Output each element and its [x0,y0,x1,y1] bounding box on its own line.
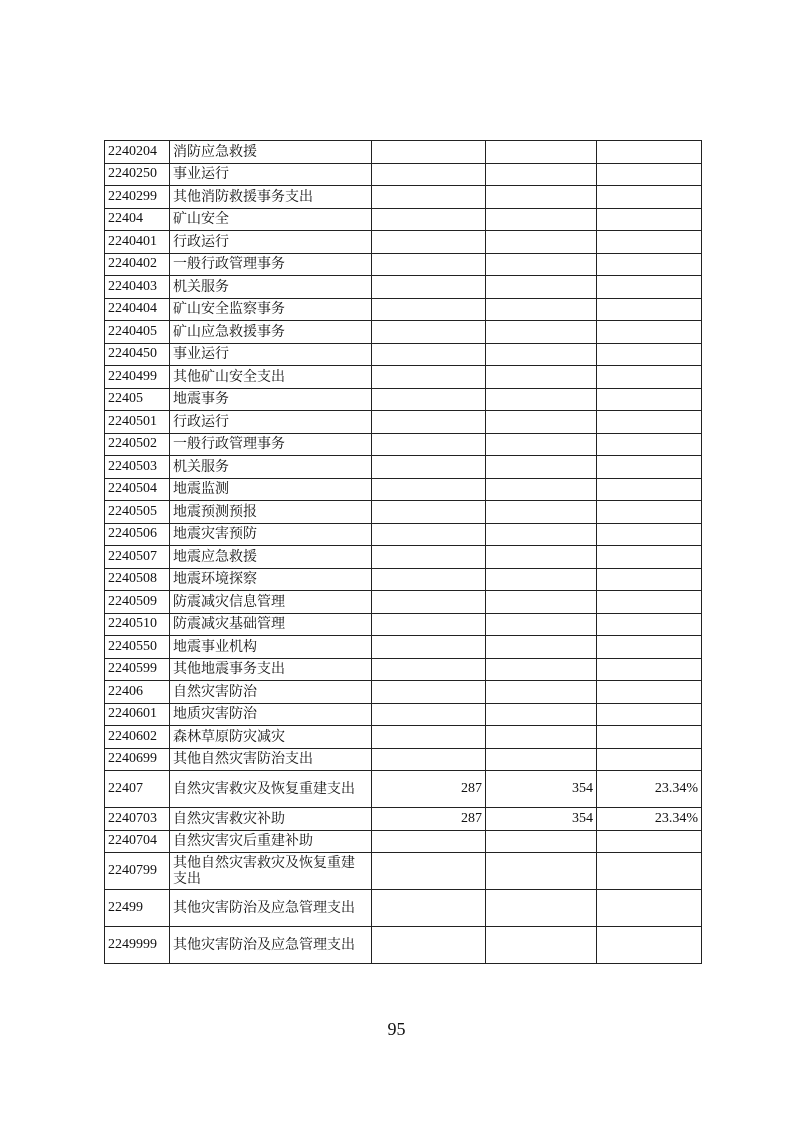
value-2-cell [486,366,597,389]
table-row [105,591,702,614]
account-code-cell: 2240703 [105,808,170,831]
account-name-cell: 地震应急救援 [170,546,372,569]
account-name-cell: 防震减灾信息管理 [170,591,372,614]
value-3-cell [597,231,702,254]
account-code-cell: 2240507 [105,546,170,569]
value-1-cell [372,927,486,964]
value-3-cell [597,411,702,434]
value-1-cell [372,186,486,209]
value-1-cell [372,890,486,927]
table-row [105,890,702,927]
value-2-cell [486,231,597,254]
value-3-cell [597,748,702,771]
value-1-cell [372,163,486,186]
value-1-cell [372,343,486,366]
value-3-cell: 23.34% [597,808,702,831]
table-row [105,456,702,479]
account-code-cell: 2240250 [105,163,170,186]
account-code-cell: 2240799 [105,853,170,890]
value-2-cell [486,141,597,164]
value-1-cell [372,321,486,344]
value-2-cell [486,927,597,964]
account-name-cell: 地震事业机构 [170,636,372,659]
account-name-cell: 森林草原防灾减灾 [170,726,372,749]
account-name-cell: 地质灾害防治 [170,703,372,726]
value-3-cell [597,186,702,209]
value-1-cell [372,456,486,479]
value-1-cell [372,591,486,614]
value-1-cell [372,253,486,276]
value-2-cell [486,321,597,344]
account-code-cell: 2240299 [105,186,170,209]
account-code-cell: 2240601 [105,703,170,726]
value-1-cell [372,546,486,569]
account-code-cell: 2240402 [105,253,170,276]
account-code-cell: 2240504 [105,478,170,501]
table-row [105,298,702,321]
value-3-cell [597,681,702,704]
account-name-cell: 一般行政管理事务 [170,433,372,456]
account-name-cell: 矿山应急救援事务 [170,321,372,344]
value-1-cell [372,568,486,591]
value-1-cell [372,433,486,456]
table-row [105,748,702,771]
value-2-cell [486,546,597,569]
value-1-cell [372,208,486,231]
table-row [105,343,702,366]
account-code-cell: 2240401 [105,231,170,254]
table-row [105,231,702,254]
value-3-cell [597,726,702,749]
value-1-cell [372,658,486,681]
value-1-cell [372,853,486,890]
value-2-cell [486,613,597,636]
value-2-cell [486,456,597,479]
value-1-cell [372,388,486,411]
value-2-cell [486,681,597,704]
account-name-cell: 自然灾害防治 [170,681,372,704]
table-row [105,253,702,276]
value-2-cell [486,253,597,276]
value-3-cell [597,523,702,546]
account-code-cell: 2240602 [105,726,170,749]
account-name-cell: 机关服务 [170,276,372,299]
account-code-cell: 2240503 [105,456,170,479]
account-code-cell: 2240509 [105,591,170,614]
value-1-cell [372,141,486,164]
value-3-cell [597,830,702,853]
table-row [105,276,702,299]
value-2-cell [486,726,597,749]
value-1-cell [372,366,486,389]
value-3-cell [597,636,702,659]
value-1-cell [372,726,486,749]
table-row [105,613,702,636]
value-3-cell [597,546,702,569]
account-name-cell: 地震预测预报 [170,501,372,524]
value-1-cell [372,276,486,299]
account-name-cell: 防震减灾基础管理 [170,613,372,636]
value-3-cell: 23.34% [597,771,702,808]
table-row [105,681,702,704]
account-name-cell: 其他自然灾害救灾及恢复重建支出 [170,853,372,890]
account-code-cell: 22499 [105,890,170,927]
value-3-cell [597,658,702,681]
value-1-cell [372,231,486,254]
value-2-cell [486,853,597,890]
account-code-cell: 22406 [105,681,170,704]
account-code-cell: 2249999 [105,927,170,964]
value-3-cell [597,388,702,411]
account-name-cell: 自然灾害灾后重建补助 [170,830,372,853]
account-name-cell: 地震监测 [170,478,372,501]
account-name-cell: 消防应急救援 [170,141,372,164]
account-name-cell: 其他灾害防治及应急管理支出 [170,927,372,964]
table-row [105,636,702,659]
table-row [105,830,702,853]
table-row [105,501,702,524]
table-row [105,523,702,546]
account-name-cell: 自然灾害救灾补助 [170,808,372,831]
value-3-cell [597,366,702,389]
value-3-cell [597,276,702,299]
value-3-cell [597,927,702,964]
value-3-cell [597,890,702,927]
budget-table-body [105,141,702,964]
value-1-cell [372,636,486,659]
account-code-cell: 22407 [105,771,170,808]
budget-table [104,140,702,964]
account-name-cell: 地震环境探察 [170,568,372,591]
value-1-cell [372,613,486,636]
value-3-cell [597,208,702,231]
value-2-cell [486,411,597,434]
table-row [105,388,702,411]
table-row [105,546,702,569]
value-3-cell [597,456,702,479]
account-code-cell: 2240506 [105,523,170,546]
value-2-cell [486,890,597,927]
value-2-cell [486,830,597,853]
value-1-cell [372,411,486,434]
value-2-cell [486,388,597,411]
value-1-cell [372,501,486,524]
value-3-cell [597,853,702,890]
account-code-cell: 2240704 [105,830,170,853]
account-code-cell: 2240599 [105,658,170,681]
account-code-cell: 2240502 [105,433,170,456]
table-row [105,568,702,591]
value-1-cell [372,703,486,726]
account-name-cell: 事业运行 [170,343,372,366]
account-name-cell: 其他灾害防治及应急管理支出 [170,890,372,927]
table-row [105,658,702,681]
value-1-cell [372,748,486,771]
account-name-cell: 行政运行 [170,231,372,254]
table-row [105,853,702,890]
account-name-cell: 其他消防救援事务支出 [170,186,372,209]
account-code-cell: 2240510 [105,613,170,636]
value-3-cell [597,703,702,726]
value-3-cell [597,343,702,366]
account-code-cell: 22405 [105,388,170,411]
account-name-cell: 其他地震事务支出 [170,658,372,681]
value-2-cell [486,703,597,726]
value-3-cell [597,591,702,614]
account-code-cell: 2240204 [105,141,170,164]
account-code-cell: 2240550 [105,636,170,659]
account-code-cell: 2240505 [105,501,170,524]
value-2-cell [486,523,597,546]
value-1-cell: 287 [372,771,486,808]
value-2-cell [486,501,597,524]
value-3-cell [597,253,702,276]
account-code-cell: 2240403 [105,276,170,299]
value-2-cell [486,478,597,501]
account-code-cell: 2240450 [105,343,170,366]
value-2-cell [486,636,597,659]
account-code-cell: 2240699 [105,748,170,771]
table-row [105,411,702,434]
table-row [105,321,702,344]
value-2-cell [486,433,597,456]
value-3-cell [597,568,702,591]
value-3-cell [597,433,702,456]
value-2-cell [486,658,597,681]
value-1-cell [372,478,486,501]
value-2-cell [486,186,597,209]
account-name-cell: 其他自然灾害防治支出 [170,748,372,771]
value-1-cell [372,830,486,853]
value-3-cell [597,321,702,344]
value-2-cell [486,343,597,366]
account-name-cell: 自然灾害救灾及恢复重建支出 [170,771,372,808]
table-row [105,703,702,726]
table-row [105,141,702,164]
value-1-cell [372,523,486,546]
account-name-cell: 一般行政管理事务 [170,253,372,276]
table-row [105,163,702,186]
table-row [105,808,702,831]
value-3-cell [597,501,702,524]
value-2-cell [486,276,597,299]
page-number: 95 [387,1019,406,1039]
account-name-cell: 事业运行 [170,163,372,186]
table-row [105,478,702,501]
value-2-cell [486,298,597,321]
value-1-cell: 287 [372,808,486,831]
table-row [105,771,702,808]
table-row [105,186,702,209]
account-code-cell: 22404 [105,208,170,231]
account-code-cell: 2240499 [105,366,170,389]
account-code-cell: 2240405 [105,321,170,344]
table-row [105,726,702,749]
value-2-cell [486,568,597,591]
value-2-cell [486,591,597,614]
account-name-cell: 行政运行 [170,411,372,434]
value-2-cell [486,748,597,771]
table-row [105,366,702,389]
account-name-cell: 机关服务 [170,456,372,479]
value-2-cell: 354 [486,771,597,808]
value-3-cell [597,478,702,501]
table-row [105,208,702,231]
value-3-cell [597,613,702,636]
value-3-cell [597,141,702,164]
value-2-cell [486,208,597,231]
value-2-cell [486,163,597,186]
account-code-cell: 2240508 [105,568,170,591]
account-name-cell: 地震事务 [170,388,372,411]
value-3-cell [597,298,702,321]
table-row [105,433,702,456]
account-code-cell: 2240501 [105,411,170,434]
value-1-cell [372,298,486,321]
table-row [105,927,702,964]
value-1-cell [372,681,486,704]
account-code-cell: 2240404 [105,298,170,321]
account-name-cell: 矿山安全 [170,208,372,231]
account-name-cell: 地震灾害预防 [170,523,372,546]
value-3-cell [597,163,702,186]
account-name-cell: 矿山安全监察事务 [170,298,372,321]
value-2-cell: 354 [486,808,597,831]
account-name-cell: 其他矿山安全支出 [170,366,372,389]
